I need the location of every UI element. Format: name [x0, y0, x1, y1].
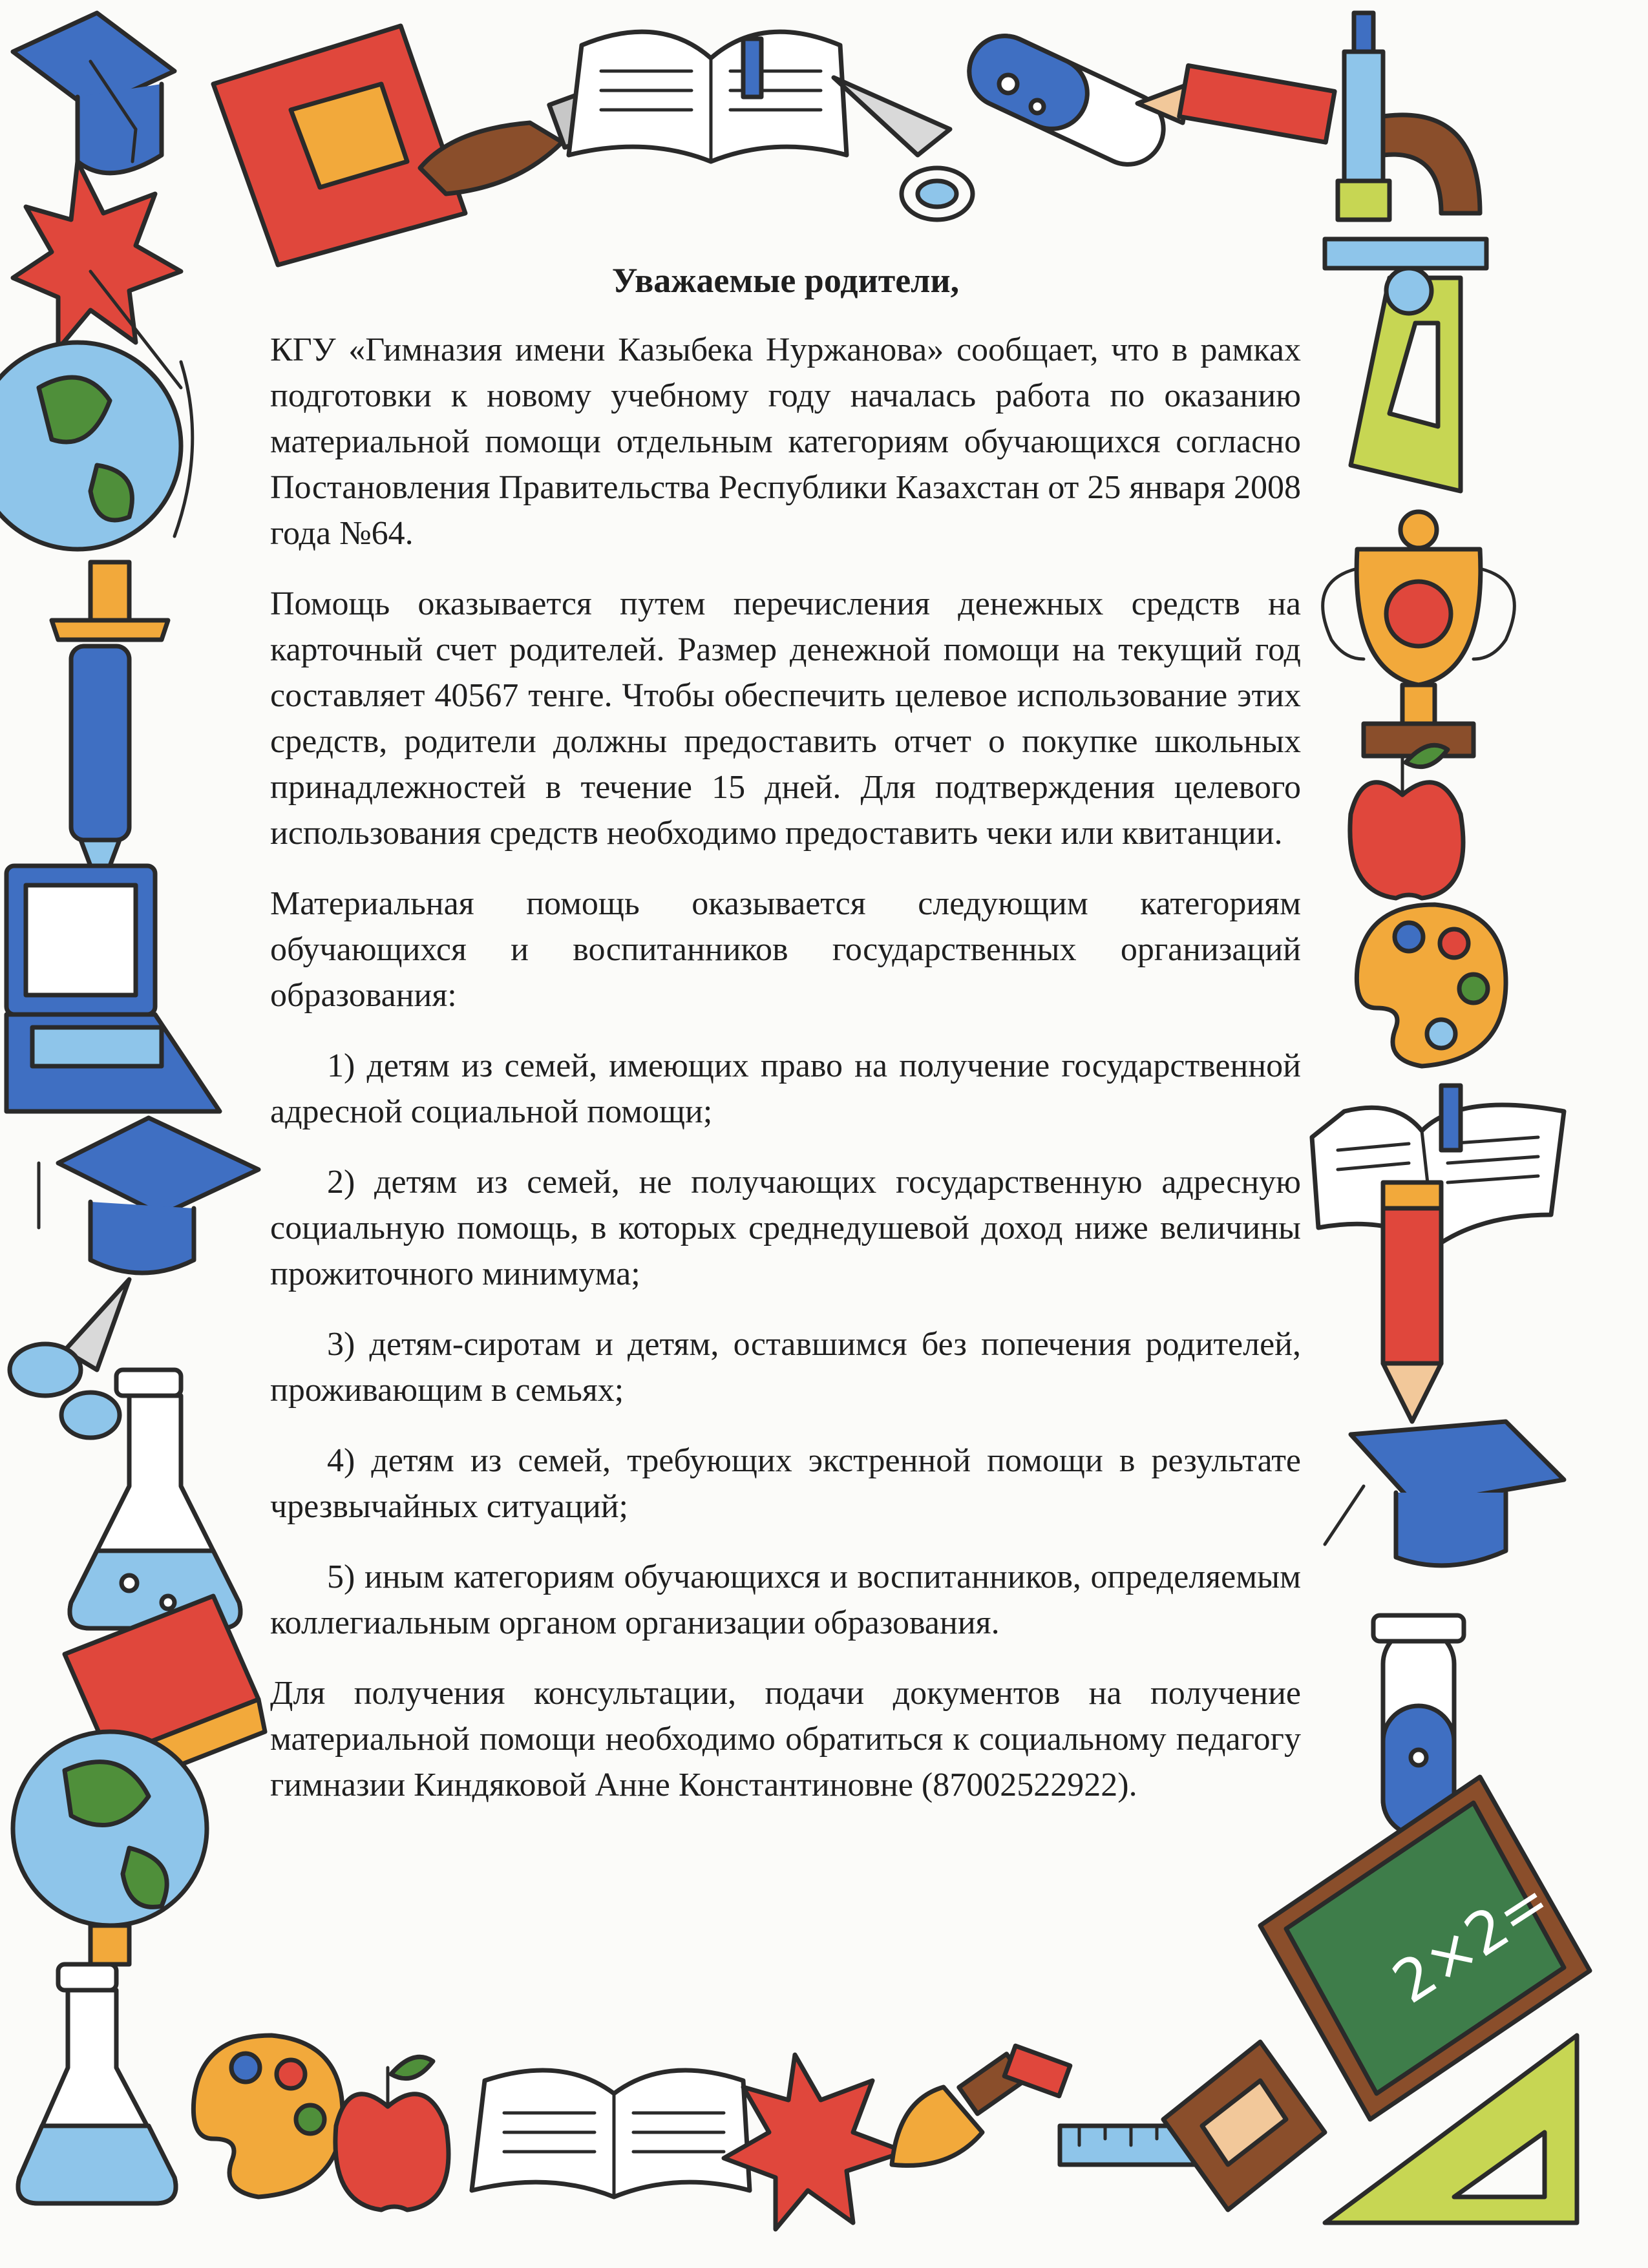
intro-paragraph: КГУ «Гимназия имени Казыбека Нуржанова» сообщает, что в рамках подготовки к новому учебному году началась работа по оказанию материальной помощи отдельным категориям обучающихся согласно Постановления Правительства Республики Казахстан от 25 января 2008 года №64.: [270, 331, 1301, 552]
open-book-icon: [569, 32, 847, 162]
microscope-icon: [1325, 13, 1486, 268]
pen-icon: [71, 646, 129, 892]
bell-icon: [892, 2046, 1070, 2165]
contact-paragraph: Для получения консультации, подачи документов на получение материальной помощи необходимо обратиться к социальному педагогу гимназии Киндяковой Анне Константиновне (87002522922).: [270, 1675, 1301, 1803]
list-item: 1) детям из семей, имеющих право на получение государственной адресной социальной помощи;: [270, 1047, 1301, 1130]
pencil-icon: [1137, 66, 1335, 143]
page-title: Уважаемые родители,: [611, 261, 960, 300]
apple-icon: [1350, 745, 1463, 898]
scissors-icon: [834, 78, 973, 220]
trophy-icon: [1323, 512, 1515, 756]
paint-palette-icon: [1357, 905, 1506, 1066]
closed-book-icon: [1163, 2042, 1325, 2210]
document-body: [270, 257, 1301, 1832]
graduation-cap-icon: [13, 13, 174, 173]
list-item: 5) иным категориям обучающихся и воспитанников, определяемым коллегиальным органом организации образования.: [270, 1559, 1301, 1641]
flask-icon: [18, 1964, 176, 2203]
categories-paragraph: Материальная помощь оказывается следующим категориям обучающихся и воспитанников государственных организаций образования:: [270, 885, 1301, 1014]
triangle-ruler-icon: [1351, 268, 1461, 491]
list-item: 2) детям из семей, не получающих государственную адресную социальную помощь, в которых среднедушевой доход ниже величины прожиточного минимума;: [270, 1164, 1301, 1292]
payment-paragraph: Помощь оказывается путем перечисления денежных средств на карточный счет родителей. Размер денежной помощи на текущий год составляет 40567 тенге. Чтобы обеспечить целевое использование этих средств, родители должны предоставить отчет о покупке школьных принадлежностей в течение 15 дней. Для подтверждения целевого использования средств необходимо предоставить чеки или квитанции.: [270, 585, 1301, 852]
maple-leaf-icon: [724, 2055, 905, 2229]
scissors-icon: [10, 1279, 129, 1438]
red-book-icon: [213, 26, 465, 265]
globe-icon: [13, 1732, 207, 1964]
pencil-icon: [1383, 1182, 1441, 1422]
graduation-cap-icon: [39, 1118, 259, 1273]
graduation-cap-icon: [1325, 1422, 1564, 1566]
apple-icon: [335, 2057, 449, 2210]
chalkboard-text: 2×2=: [1381, 1866, 1562, 2017]
list-item: 3) детям-сиротам и детям, оставшимся без попечения родителей, проживающим в семьях;: [270, 1326, 1301, 1409]
list-item: 4) детям из семей, требующих экстренной помощи в результате чрезвычайных ситуаций;: [270, 1442, 1301, 1525]
globe-icon: [0, 342, 193, 640]
laptop-icon: [6, 866, 220, 1111]
open-book-icon: [472, 2070, 750, 2197]
paint-palette-icon: [193, 2035, 343, 2197]
